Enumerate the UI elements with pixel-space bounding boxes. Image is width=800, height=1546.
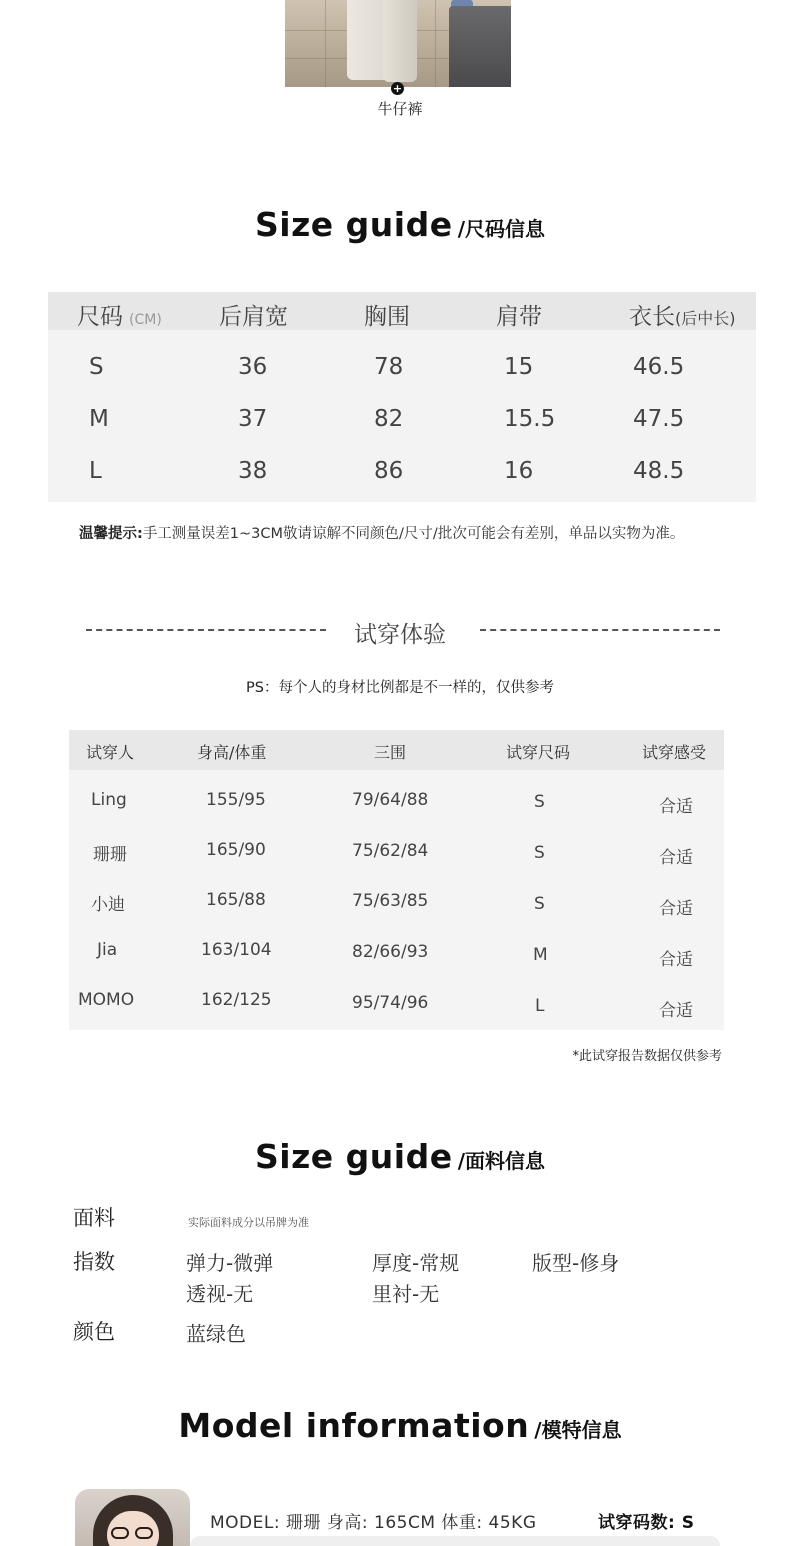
tryon-cell: 163/104	[201, 940, 272, 960]
tryon-table	[69, 730, 724, 1030]
tryon-cell: 155/95	[206, 790, 266, 810]
fabric-index-label: 指数	[73, 1250, 115, 1274]
size-cell: 15.5	[504, 406, 556, 432]
fabric-title	[0, 1137, 800, 1176]
tryon-header: 三围	[374, 743, 407, 762]
header-size: 尺码 (CM)	[77, 304, 162, 330]
size-cell: 47.5	[633, 406, 685, 432]
tryon-cell: 珊珊	[93, 845, 127, 865]
header-shoulder: 后肩宽	[219, 304, 288, 330]
size-cell: M	[89, 406, 109, 432]
fabric-index-item: 弹力-微弹	[186, 1251, 274, 1275]
fabric-heading: Size guide	[255, 1137, 453, 1176]
tryon-cell: L	[535, 996, 545, 1016]
tryon-cell: 75/62/84	[352, 841, 429, 861]
tryon-cell: S	[534, 894, 545, 914]
tryon-cell: M	[533, 945, 548, 965]
tryon-cell: 95/74/96	[352, 993, 429, 1013]
measurement-note	[79, 522, 684, 543]
size-guide-title	[0, 205, 800, 244]
tryon-cell: Jia	[97, 940, 118, 960]
plus-icon[interactable]: +	[392, 82, 403, 95]
size-table-header	[48, 292, 756, 330]
note-label: 温馨提示:	[79, 526, 143, 542]
tryon-cell: 165/90	[206, 840, 266, 860]
size-guide-heading: Size guide	[255, 205, 453, 244]
tryon-table-header	[69, 730, 724, 770]
fabric-material-note: 实际面料成分以吊牌为准	[188, 1216, 309, 1229]
size-cell: 15	[504, 354, 534, 380]
fabric-index-item: 版型-修身	[532, 1251, 620, 1275]
tryon-cell: S	[534, 792, 545, 812]
tryon-header: 试穿感受	[642, 743, 707, 762]
fabric-index-item: 透视-无	[186, 1282, 254, 1306]
fabric-color-value: 蓝绿色	[186, 1322, 246, 1346]
size-cell: 46.5	[633, 354, 685, 380]
model-heading: Model information	[178, 1406, 530, 1445]
size-cell: S	[89, 354, 104, 380]
size-cell: 36	[238, 354, 268, 380]
pants-right	[383, 0, 417, 82]
tryon-cell: MOMO	[78, 990, 135, 1010]
tryon-cell: 162/125	[201, 990, 272, 1010]
product-photo	[285, 0, 511, 87]
photo-caption: 牛仔裤	[377, 100, 423, 118]
tryon-cell: 79/64/88	[352, 790, 429, 810]
fabric-index-item: 里衬-无	[372, 1282, 440, 1306]
tryon-header: 试穿人	[86, 743, 135, 762]
tryon-header: 试穿尺码	[506, 743, 571, 762]
size-cell: 86	[374, 458, 404, 484]
tryon-cell: 小迪	[91, 895, 125, 915]
tryon-footnote: *此试穿报告数据仅供参考	[572, 1049, 722, 1064]
tryon-cell: 合适	[659, 848, 693, 868]
model-divider	[190, 1536, 720, 1546]
sofa	[449, 6, 511, 87]
model-subheading: /模特信息	[534, 1418, 622, 1442]
size-cell: 78	[374, 354, 404, 380]
tryon-cell: 合适	[659, 899, 693, 919]
tryon-header: 身高/体重	[197, 743, 267, 762]
fabric-material-label: 面料	[73, 1206, 115, 1230]
model-title	[0, 1406, 800, 1445]
tryon-cell: 合适	[659, 950, 693, 970]
header-length: 衣长(后中长)	[629, 304, 736, 330]
tryon-cell: 165/88	[206, 890, 266, 910]
tryon-cell: 合适	[659, 1001, 693, 1021]
size-cell: 38	[238, 458, 268, 484]
tryon-cell: 82/66/93	[352, 942, 429, 962]
header-strap: 肩带	[496, 304, 542, 330]
tryon-cell: 75/63/85	[352, 891, 429, 911]
size-guide-subheading: /尺码信息	[457, 217, 545, 241]
size-table	[48, 292, 756, 502]
size-cell: L	[89, 458, 102, 484]
fabric-index-item: 厚度-常规	[372, 1251, 460, 1275]
model-details: MODEL: 珊珊 身高: 165CM 体重: 45KG	[210, 1513, 537, 1533]
tryon-cell: Ling	[91, 790, 127, 810]
tryon-title: 试穿体验	[354, 622, 446, 648]
header-bust: 胸围	[364, 304, 410, 330]
fabric-subheading: /面料信息	[457, 1149, 545, 1173]
tryon-cell: S	[534, 843, 545, 863]
tryon-cell: 合适	[659, 797, 693, 817]
size-cell: 48.5	[633, 458, 685, 484]
model-avatar	[75, 1489, 190, 1546]
size-cell: 37	[238, 406, 268, 432]
tryon-ps: PS：每个人的身材比例都是不一样的，仅供参考	[246, 680, 554, 696]
model-size: 试穿码数: S	[598, 1513, 695, 1533]
note-text: 手工测量误差1~3CM敬请谅解不同颜色/尺寸/批次可能会有差别，单品以实物为准。	[142, 526, 685, 542]
size-cell: 82	[374, 406, 404, 432]
fabric-color-label: 颜色	[73, 1320, 115, 1344]
size-cell: 16	[504, 458, 534, 484]
